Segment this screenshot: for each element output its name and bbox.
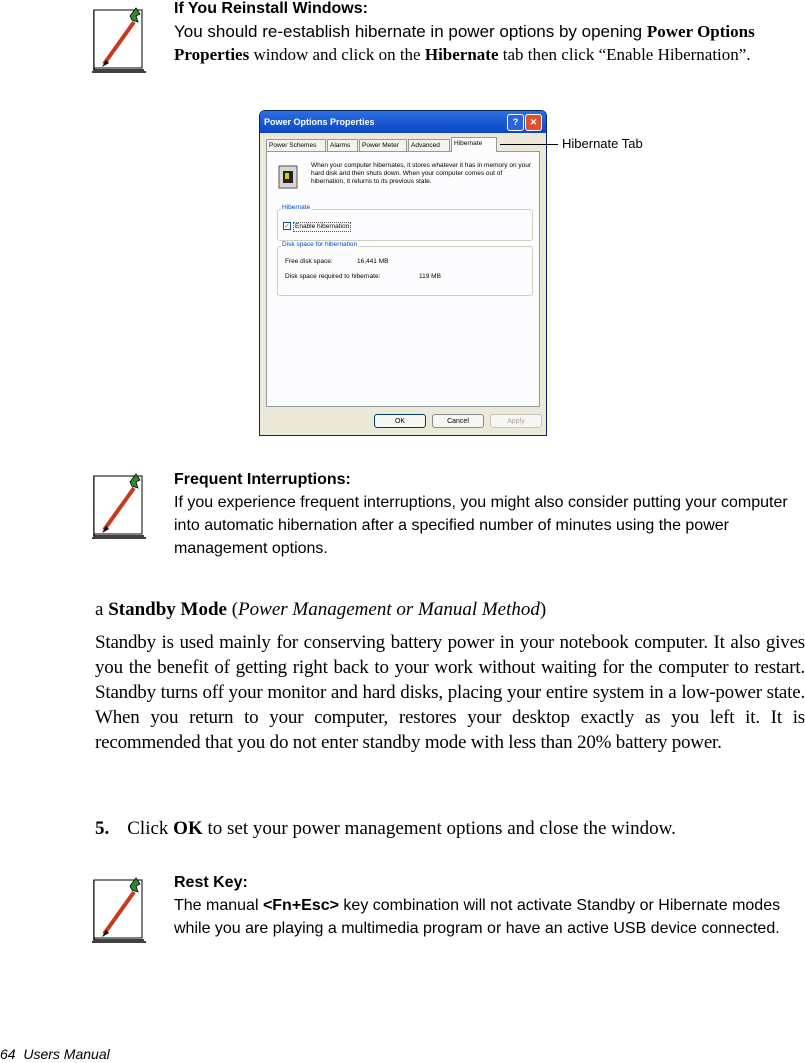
- section-heading-italic: Power Management or Manual Method: [238, 599, 540, 620]
- step-5: [95, 818, 676, 840]
- note-body-text: key combination will not activate Standby or Hibernate modes while you are playing a multimedia program or have an active USB device connected.: [174, 897, 781, 937]
- note-title: Frequent Interruptions:: [174, 471, 351, 488]
- tab-hibernate[interactable]: Hibernate: [451, 137, 497, 152]
- step-text-bold: OK: [173, 818, 203, 839]
- callout-label: Hibernate Tab: [562, 136, 643, 151]
- hibernate-group-label: Hibernate: [282, 204, 311, 211]
- tab-power-meter[interactable]: Power Meter: [359, 139, 407, 151]
- disk-space-group: [277, 246, 533, 296]
- tab-advanced[interactable]: Advanced: [408, 139, 450, 151]
- note-rest-key: [174, 872, 805, 940]
- ok-button[interactable]: OK: [374, 414, 426, 428]
- note-title: If You Reinstall Windows:: [174, 0, 368, 17]
- step-text: to set your power management options and close the window.: [202, 818, 676, 839]
- section-paren-open: (: [231, 599, 239, 620]
- note-body-bold: Hibernate: [424, 45, 499, 64]
- note-pen-icon: [90, 4, 150, 76]
- enable-hibernation-checkbox[interactable]: ✓: [284, 223, 290, 230]
- callout-line: [500, 144, 558, 145]
- section-heading-bold: Standby Mode: [108, 599, 227, 620]
- page-footer: 64 Users Manual: [0, 1046, 110, 1062]
- window-titlebar: [260, 111, 546, 133]
- note-title: Rest Key:: [174, 874, 248, 891]
- note-body-bold: <Fn+Esc>: [262, 897, 339, 914]
- note-body-bold: Power Options Properties: [174, 22, 755, 64]
- note-body-text: window and click on the: [249, 45, 425, 64]
- note-frequent-interruptions: [174, 469, 805, 560]
- free-disk-value: 16,441 MB: [357, 258, 389, 265]
- note-pen-icon: [90, 470, 150, 542]
- free-disk-label: Free disk space:: [285, 258, 333, 265]
- note-body-text: The manual: [174, 897, 263, 914]
- step-number: 5.: [95, 818, 110, 839]
- section-paren-close: ): [539, 599, 547, 620]
- disk-space-group-label: Disk space for hibernation: [282, 241, 358, 248]
- note-body: [174, 894, 805, 940]
- cancel-button[interactable]: Cancel: [432, 414, 484, 428]
- standby-paragraph: Standby is used mainly for conserving battery power in your notebook computer. It also gives you the benefit of getting right back to your work without waiting for the computer to restart. Standby turns off your monitor and hard disks, placing your entire system in a low-power state. When you return to your computer, restores your desktop exactly as you left it. It is recommended that you do not enter standby mode with less than 20% battery power.: [95, 632, 805, 753]
- section-heading: [95, 599, 546, 621]
- required-label: Disk space required to hibernate:: [285, 273, 381, 280]
- note-body: If you experience frequent interruptions, you might also consider putting your computer into automatic hibernation after a specified number of minutes using the power management options.: [174, 494, 788, 557]
- close-button[interactable]: ✕: [525, 114, 542, 131]
- note-pen-icon: [90, 874, 150, 946]
- note-reinstall-windows: [174, 0, 805, 66]
- tab-alarms[interactable]: Alarms: [327, 139, 358, 151]
- note-body: [174, 20, 805, 66]
- help-button[interactable]: ?: [507, 114, 524, 131]
- step-text: Click: [127, 818, 174, 839]
- apply-button[interactable]: Apply: [490, 414, 542, 428]
- hibernate-panel: [266, 151, 540, 407]
- note-body-text: tab then click “Enable Hibernation”.: [498, 45, 751, 64]
- window-title: Power Options Properties: [264, 117, 375, 127]
- section-marker: a: [95, 599, 104, 620]
- tab-power-schemes[interactable]: Power Schemes: [266, 139, 326, 151]
- computer-hibernate-icon: [277, 164, 299, 190]
- hibernate-description: When your computer hibernates, it stores whatever it has in memory on your hard disk and then shuts down. When your computer comes out of hibernation, it returns to its previous state.: [311, 162, 532, 185]
- power-options-screenshot: [259, 110, 547, 436]
- note-body-text: You should re-establish hibernate in power options by opening: [174, 22, 647, 41]
- required-value: 119 MB: [419, 273, 441, 280]
- enable-hibernation-label[interactable]: Enable hibernation: [295, 223, 350, 230]
